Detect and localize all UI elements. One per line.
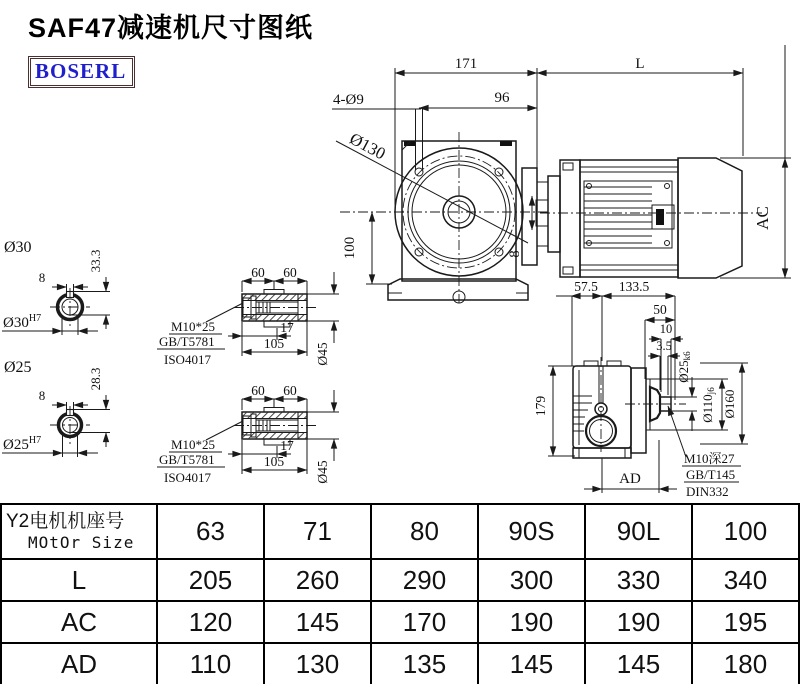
sleeve-lower-60b: 60 <box>283 383 297 398</box>
header-cn: Y2电机机座号 <box>6 510 125 532</box>
dim-96-label: 96 <box>494 90 510 106</box>
brand-logo: BOSERL <box>28 56 135 88</box>
dim-8-label: 8 <box>507 250 523 258</box>
size-cell: 63 <box>157 504 264 559</box>
value-cell: 300 <box>478 559 585 601</box>
side-feet <box>573 448 631 458</box>
value-cell: 340 <box>692 559 799 601</box>
page-title: SAF47减速机尺寸图纸 <box>28 13 314 43</box>
bolt-hole <box>415 248 423 256</box>
bore-section-25 <box>2 359 110 457</box>
sleeve-lower-iso: ISO4017 <box>164 470 211 485</box>
value-cell: 135 <box>371 643 478 684</box>
dim-57-label: 57.5 <box>574 279 598 294</box>
housing-tab-right <box>500 141 512 146</box>
bolt-hole <box>415 168 423 176</box>
sleeve-lower-105: 105 <box>263 454 285 469</box>
value-cell: 110 <box>157 643 264 684</box>
mounting-base <box>388 279 528 300</box>
sleeve-upper-45: Ø45 <box>315 342 330 366</box>
tap-din-label: DIN332 <box>686 484 729 499</box>
bore25-keyw-label: 8 <box>38 388 46 403</box>
side-view-dimensions <box>533 279 748 499</box>
value-cell: 190 <box>585 601 692 643</box>
row-label: AD <box>1 643 157 684</box>
sleeve-lower-45: Ø45 <box>315 460 330 484</box>
value-cell: 120 <box>157 601 264 643</box>
dim-AD-label: AD <box>619 471 641 487</box>
bore25-dia-label: Ø25 <box>4 359 32 376</box>
dim-171-label: 171 <box>454 56 478 72</box>
dim-L-label: L <box>635 56 645 72</box>
shaft-dia-label: Ø25k6 <box>676 351 692 383</box>
value-cell: 330 <box>585 559 692 601</box>
side-view <box>533 279 748 499</box>
front-view-dimensions <box>332 45 791 284</box>
bore25-fit-label: $Ø25^{H7}$ <box>3 435 42 453</box>
holes-label: 4-Ø9 <box>333 92 364 108</box>
sleeve-lower-17: 17 <box>280 438 294 453</box>
tap-label: M10深27 <box>684 451 735 466</box>
sleeve-upper-iso: ISO4017 <box>164 352 211 367</box>
value-cell: 195 <box>692 601 799 643</box>
row-label: AC <box>1 601 157 643</box>
table-row-AC <box>1 601 799 643</box>
sleeve-upper-std: GB/T5781 <box>159 334 215 349</box>
motor-size-table <box>0 503 800 684</box>
value-cell: 145 <box>264 601 371 643</box>
bore-section-30 <box>2 239 110 335</box>
size-cell: 80 <box>371 504 478 559</box>
dim-179-label: 179 <box>533 395 548 417</box>
size-cell: 100 <box>692 504 799 559</box>
table-header-row <box>1 504 799 559</box>
value-cell: 260 <box>264 559 371 601</box>
sleeve-lower-60a: 60 <box>251 383 265 398</box>
front-view <box>332 45 791 303</box>
bore30-dia-label: Ø30 <box>4 239 32 256</box>
value-cell: 205 <box>157 559 264 601</box>
dim-10-label: 10 <box>659 322 673 336</box>
dim-100-label: 100 <box>342 236 358 260</box>
dim-133-label: 133.5 <box>618 279 650 294</box>
tap-std-label: GB/T145 <box>686 467 736 482</box>
table-row-AD <box>1 643 799 684</box>
value-cell: 290 <box>371 559 478 601</box>
motor <box>540 158 762 278</box>
sleeve-upper <box>157 265 339 367</box>
spigot-dia-label: Ø110j6 <box>700 387 716 423</box>
sleeve-lower <box>157 383 339 485</box>
sleeve-upper-60b: 60 <box>283 265 297 280</box>
dim-50-label: 50 <box>653 302 667 317</box>
size-cell: 90L <box>585 504 692 559</box>
sleeve-upper-105: 105 <box>263 336 285 351</box>
table-header-cell <box>1 504 157 559</box>
sleeve-lower-std: GB/T5781 <box>159 452 215 467</box>
sleeve-upper-17: 17 <box>280 320 294 335</box>
value-cell: 145 <box>585 643 692 684</box>
sleeve-upper-60a: 60 <box>251 265 265 280</box>
size-cell: 71 <box>264 504 371 559</box>
fan-cover <box>678 158 742 278</box>
header-en: MOtOr Size <box>28 533 135 553</box>
value-cell: 180 <box>692 643 799 684</box>
table-row-L <box>1 559 799 601</box>
input-flange <box>631 368 646 453</box>
value-cell: 170 <box>371 601 478 643</box>
flange-od-label: Ø160 <box>722 389 737 419</box>
adapter-flange <box>522 168 537 265</box>
value-cell: 145 <box>478 643 585 684</box>
value-cell: 190 <box>478 601 585 643</box>
bore30-keyh-label: 33.3 <box>88 249 103 273</box>
row-label: L <box>1 559 157 601</box>
bolt-hole <box>495 168 503 176</box>
flange-dia-label: Ø130 <box>346 128 389 164</box>
bolt-hole <box>495 248 503 256</box>
sleeve-upper-bolt: M10*25 <box>171 319 216 334</box>
dim-AC-label: AC <box>753 206 772 230</box>
size-cell: 90S <box>478 504 585 559</box>
sleeve-lower-bolt: M10*25 <box>171 437 216 452</box>
bore25-keyh-label: 28.3 <box>88 367 103 391</box>
dim-35-label: 3.5 <box>656 339 672 353</box>
value-cell: 130 <box>264 643 371 684</box>
bore30-keyw-label: 8 <box>38 270 46 285</box>
bore30-fit-label: $Ø30^{H7}$ <box>3 313 42 331</box>
